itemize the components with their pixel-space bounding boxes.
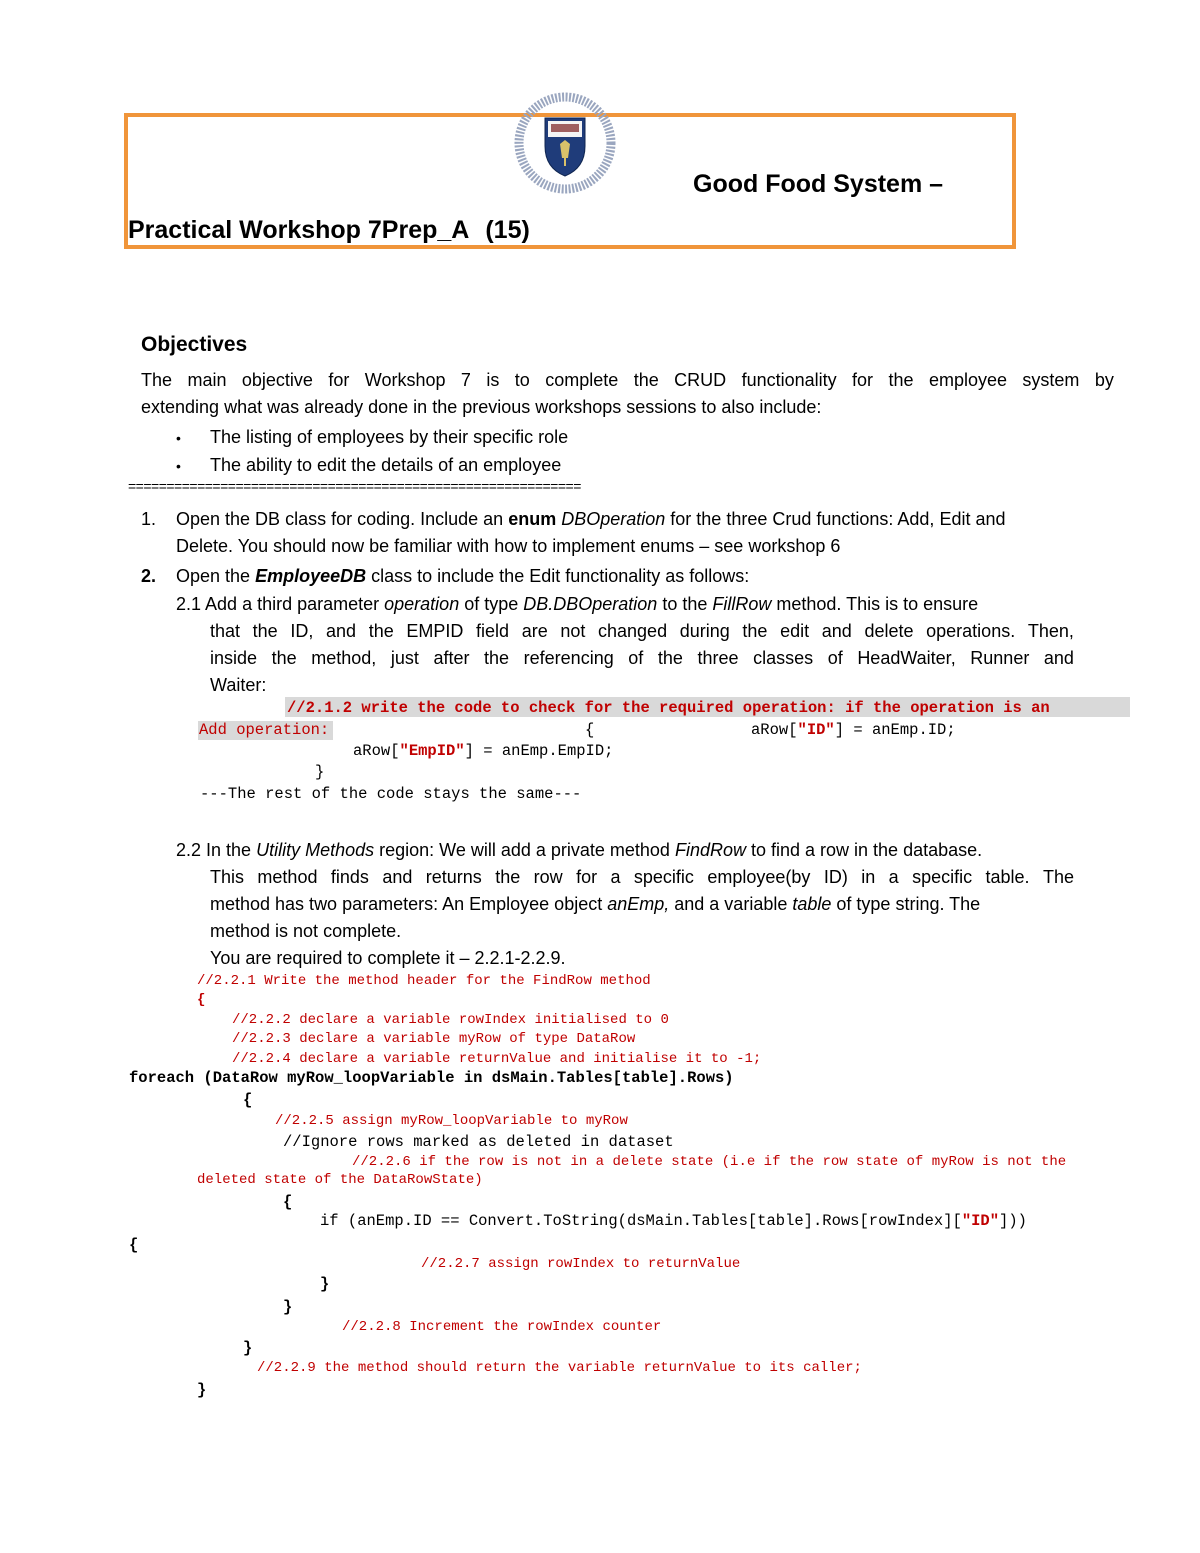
word: Workshop <box>364 370 446 390</box>
word: specific <box>633 867 694 887</box>
word: the <box>495 867 521 887</box>
word: returns <box>425 867 482 887</box>
word: and <box>382 867 413 887</box>
word: CRUD <box>674 370 727 390</box>
header-title-left: Practical Workshop 7Prep_A (15) <box>128 216 530 244</box>
objectives-heading: Objectives <box>141 333 248 356</box>
word: the <box>368 621 394 641</box>
word: table. <box>985 867 1030 887</box>
word: a <box>610 867 621 887</box>
word: complete <box>545 370 619 390</box>
step2-line1: Open the EmployeeDB class to include the Edit functionality as follows: <box>176 566 750 586</box>
step22-line3: method has two parameters: An Employee object anEmp, and a variable table of type string. The <box>210 894 981 914</box>
code-comment: //2.2.2 declare a variable rowIndex initialised to 0 <box>232 1012 669 1028</box>
objectives-intro-line1 <box>141 367 1114 394</box>
step1-line2: Delete. You should now be familiar with how to implement enums – see workshop 6 <box>176 536 841 556</box>
word: changed <box>598 621 668 641</box>
code-comment: //2.2.1 Write the method header for the FindRow method <box>197 973 651 989</box>
word: objective <box>241 370 313 390</box>
word: classes <box>753 648 814 668</box>
word: the <box>633 370 659 390</box>
word: a <box>888 867 899 887</box>
word: The <box>141 370 173 390</box>
bullet-marker: • <box>176 430 181 446</box>
code-brace: { <box>585 721 595 739</box>
word: and <box>821 621 852 641</box>
code-brace: } <box>197 1381 207 1399</box>
word: of <box>827 648 843 668</box>
code-comment: //2.2.6 if the row is not in a delete state (i.e if the row state of myRow is not the <box>352 1154 1067 1170</box>
step21-line4: Waiter: <box>210 675 267 695</box>
word: finds <box>330 867 369 887</box>
word: operations. <box>926 621 1016 641</box>
bullet-item-2: The ability to edit the details of an employee <box>210 455 562 475</box>
bullet-item-1: The listing of employees by their specific role <box>210 427 569 447</box>
code-if-statement: if (anEmp.ID == Convert.ToString(dsMain.Tables[table].Rows[rowIndex]["ID"])) <box>320 1212 1027 1230</box>
code-brace: { <box>129 1236 139 1254</box>
code-brace: { <box>243 1091 253 1109</box>
word: not <box>560 621 586 641</box>
word: method <box>257 867 318 887</box>
code-brace: { <box>283 1193 293 1211</box>
word: Then, <box>1027 621 1074 641</box>
step2-number: 2. <box>141 566 157 586</box>
word: delete <box>864 621 914 641</box>
word: that <box>210 621 241 641</box>
objectives-intro-line2: extending what was already done in the previous workshops sessions to also include: <box>141 397 822 417</box>
code-brace: } <box>243 1339 253 1357</box>
word: after <box>433 648 470 668</box>
word: just <box>390 648 419 668</box>
word: field <box>476 621 510 641</box>
word: is <box>486 370 500 390</box>
word: specific <box>912 867 973 887</box>
word: by <box>1094 370 1114 390</box>
code-note: ---The rest of the code stays the same--- <box>200 785 582 803</box>
word: the <box>888 370 914 390</box>
word: method, <box>311 648 377 668</box>
word: HeadWaiter, <box>857 648 956 668</box>
word: ID, <box>290 621 314 641</box>
word: the <box>484 648 510 668</box>
code-comment-black: //Ignore rows marked as deleted in dataset <box>283 1133 674 1151</box>
word: employee <box>928 370 1007 390</box>
step1-number: 1. <box>141 509 157 529</box>
word: the <box>742 621 768 641</box>
word: 7 <box>460 370 471 390</box>
code-comment: //2.2.9 the method should return the variable returnValue to its caller; <box>257 1360 862 1376</box>
code-comment: //2.2.4 declare a variable returnValue and initialise it to -1; <box>232 1051 762 1067</box>
word: during <box>679 621 730 641</box>
step22-line4: method is not complete. <box>210 921 402 941</box>
code-brace: } <box>315 763 325 781</box>
code-comment: //2.2.8 Increment the rowIndex counter <box>342 1319 662 1335</box>
word: edit <box>780 621 810 641</box>
code-statement: aRow["EmpID"] = anEmp.EmpID; <box>353 742 614 760</box>
code-foreach: foreach (DataRow myRow_loopVariable in dsMain.Tables[table].Rows) <box>129 1069 734 1087</box>
word: for <box>852 370 874 390</box>
code-comment: //2.2.5 assign myRow_loopVariable to myRow <box>275 1113 628 1129</box>
code-brace: } <box>283 1298 293 1316</box>
separator-line: =========================================================== <box>128 478 581 494</box>
code-comment: Add operation: <box>199 721 330 739</box>
word: functionality <box>741 370 837 390</box>
word: to <box>514 370 530 390</box>
code-brace: { <box>197 992 206 1008</box>
code-comment: deleted state of the DataRowState) <box>197 1172 483 1188</box>
word: the <box>252 621 278 641</box>
word: referencing <box>523 648 614 668</box>
word: Runner <box>970 648 1030 668</box>
word: This <box>210 867 245 887</box>
step22-line5: You are required to complete it – 2.2.1-2.2.9. <box>210 948 566 968</box>
word: main <box>187 370 227 390</box>
word: in <box>861 867 876 887</box>
word: for <box>328 370 350 390</box>
step1-line1: Open the DB class for coding. Include an enum DBOperation for the three Crud functions: Add, Edit and <box>176 509 1006 529</box>
bullet-marker: • <box>176 458 181 474</box>
word: employee(by <box>707 867 811 887</box>
code-comment: //2.2.7 assign rowIndex to returnValue <box>421 1256 741 1272</box>
word: and <box>1043 648 1074 668</box>
word: are <box>521 621 548 641</box>
step22-line1: 2.2 In the Utility Methods region: We will add a private method FindRow to find a row in the database. <box>176 840 983 860</box>
word: ID) <box>823 867 848 887</box>
code-comment: //2.2.3 declare a variable myRow of type DataRow <box>232 1031 636 1047</box>
header-title-right: Good Food System – <box>693 170 944 198</box>
word: of <box>628 648 644 668</box>
code-brace: } <box>320 1275 330 1293</box>
word: EMPID <box>406 621 464 641</box>
word: for <box>576 867 598 887</box>
code-comment: //2.1.2 write the code to check for the required operation: if the operation is an <box>287 699 1050 717</box>
step22-line2 <box>210 864 1074 891</box>
word: the <box>657 648 683 668</box>
university-crest-logo <box>510 88 620 198</box>
step21-line3 <box>210 645 1074 672</box>
step21-line1: 2.1 Add a third parameter operation of type DB.DBOperation to the FillRow method. This is to ensure <box>176 594 979 614</box>
word: row <box>533 867 563 887</box>
word: The <box>1042 867 1074 887</box>
code-statement: aRow["ID"] = anEmp.ID; <box>751 721 956 739</box>
step21-line2 <box>210 618 1074 645</box>
word: and <box>326 621 357 641</box>
word: inside <box>210 648 258 668</box>
word: three <box>697 648 739 668</box>
word: the <box>271 648 297 668</box>
word: system <box>1022 370 1080 390</box>
